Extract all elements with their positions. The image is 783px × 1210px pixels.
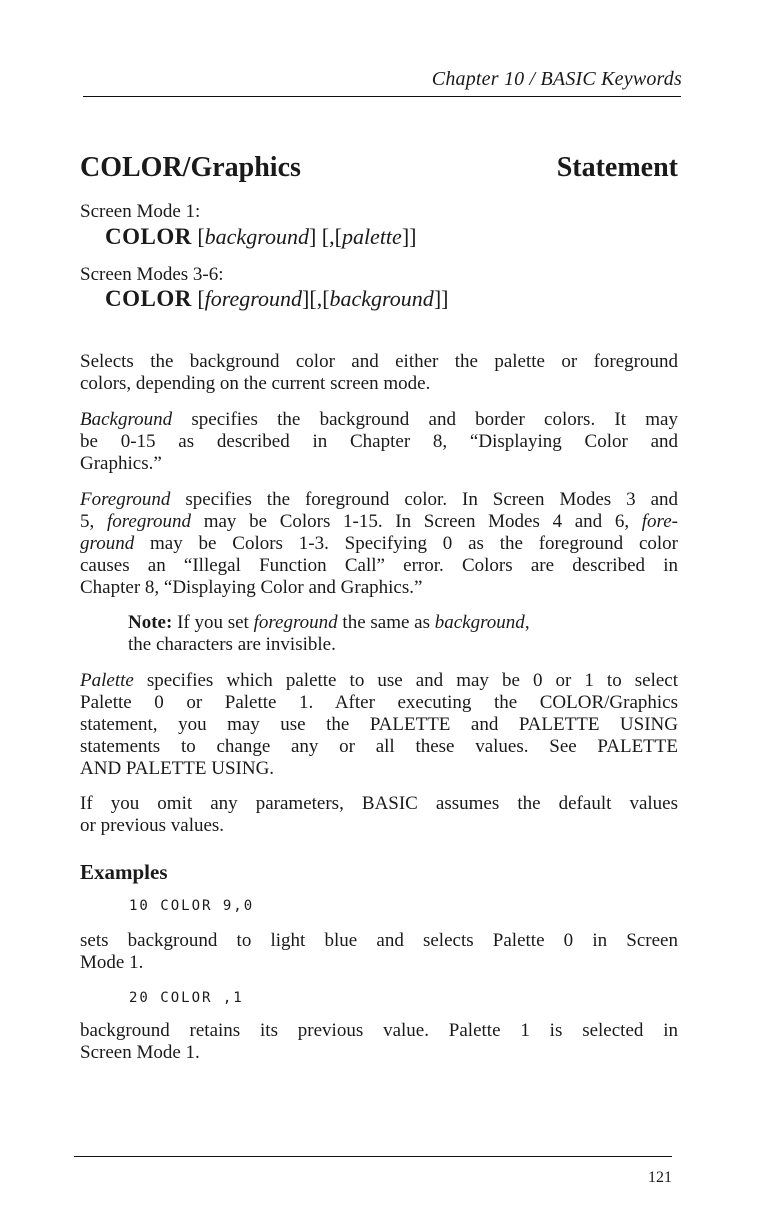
text-line: Screen Mode 1. xyxy=(80,1042,200,1063)
running-head: Chapter 10 / BASIC Keywords xyxy=(431,68,682,90)
text-line: sets background to light blue and selects Palette 0 in Screen xyxy=(80,930,678,951)
syntax-args: [foreground][,[background]] xyxy=(197,286,449,311)
syntax-mode-label: Screen Modes 3-6: xyxy=(80,264,224,285)
text-line: Selects the background color and either the palette or foreground xyxy=(80,351,678,372)
entry-title-row xyxy=(80,152,678,184)
code-example-1: 10 COLOR 9,0 xyxy=(129,898,255,914)
text-line: Graphics.” xyxy=(80,453,162,474)
text-line: or previous values. xyxy=(80,815,225,836)
text-line: causes an “Illegal Function Call” error. Colors are described in xyxy=(80,555,678,576)
text-line: statement, you may use the PALETTE and PALETTE USING xyxy=(80,714,678,735)
paragraph-omit xyxy=(80,793,678,837)
text-line: 5, foreground may be Colors 1-15. In Screen Modes 4 and 6, fore- xyxy=(80,511,679,532)
examples-heading: Examples xyxy=(80,860,168,884)
entry-type: Statement xyxy=(556,152,678,183)
text-line: ground may be Colors 1-3. Specifying 0 as the foreground color xyxy=(80,533,678,554)
text-line: AND PALETTE USING. xyxy=(80,758,275,779)
page-number: 121 xyxy=(648,1169,672,1186)
entry-title: COLOR/Graphics xyxy=(80,152,301,183)
code-example-2: 20 COLOR ,1 xyxy=(129,990,244,1006)
syntax-line xyxy=(105,224,416,250)
text-line: If you omit any parameters, BASIC assumes the default values xyxy=(80,793,678,814)
paragraph-foreground xyxy=(80,489,678,599)
text-line: Palette 0 or Palette 1. After executing the COLOR/Graphics xyxy=(80,692,678,713)
document-page xyxy=(80,0,682,1210)
paragraph-example-2 xyxy=(80,1020,678,1064)
footer-rule xyxy=(74,1156,672,1157)
syntax-mode-label: Screen Mode 1: xyxy=(80,201,201,222)
syntax-args: [background] [,[palette]] xyxy=(197,224,417,249)
text-line: Foreground specifies the foreground color. In Screen Modes 3 and xyxy=(80,489,678,510)
text-line: Mode 1. xyxy=(80,952,144,973)
text-line: Note: If you set foreground the same as background, xyxy=(128,612,530,633)
paragraph-palette xyxy=(80,670,678,780)
text-line: Chapter 8, “Displaying Color and Graphics.” xyxy=(80,577,423,598)
text-line: statements to change any or all these values. See PALETTE xyxy=(80,736,678,757)
paragraph-background xyxy=(80,409,678,475)
syntax-line xyxy=(105,286,448,312)
paragraph-intro xyxy=(80,351,678,395)
text-line: Palette specifies which palette to use and may be 0 or 1 to select xyxy=(80,670,678,691)
text-line: the characters are invisible. xyxy=(128,634,336,655)
text-line: background retains its previous value. Palette 1 is selected in xyxy=(80,1020,678,1041)
header-rule xyxy=(83,96,681,97)
text-line: colors, depending on the current screen mode. xyxy=(80,373,431,394)
syntax-keyword: COLOR xyxy=(105,224,192,249)
text-line: Background specifies the background and border colors. It may xyxy=(80,409,678,430)
text-line: be 0-15 as described in Chapter 8, “Displaying Color and xyxy=(80,431,678,452)
note-block xyxy=(128,612,648,656)
syntax-keyword: COLOR xyxy=(105,286,192,311)
paragraph-example-1 xyxy=(80,930,678,974)
